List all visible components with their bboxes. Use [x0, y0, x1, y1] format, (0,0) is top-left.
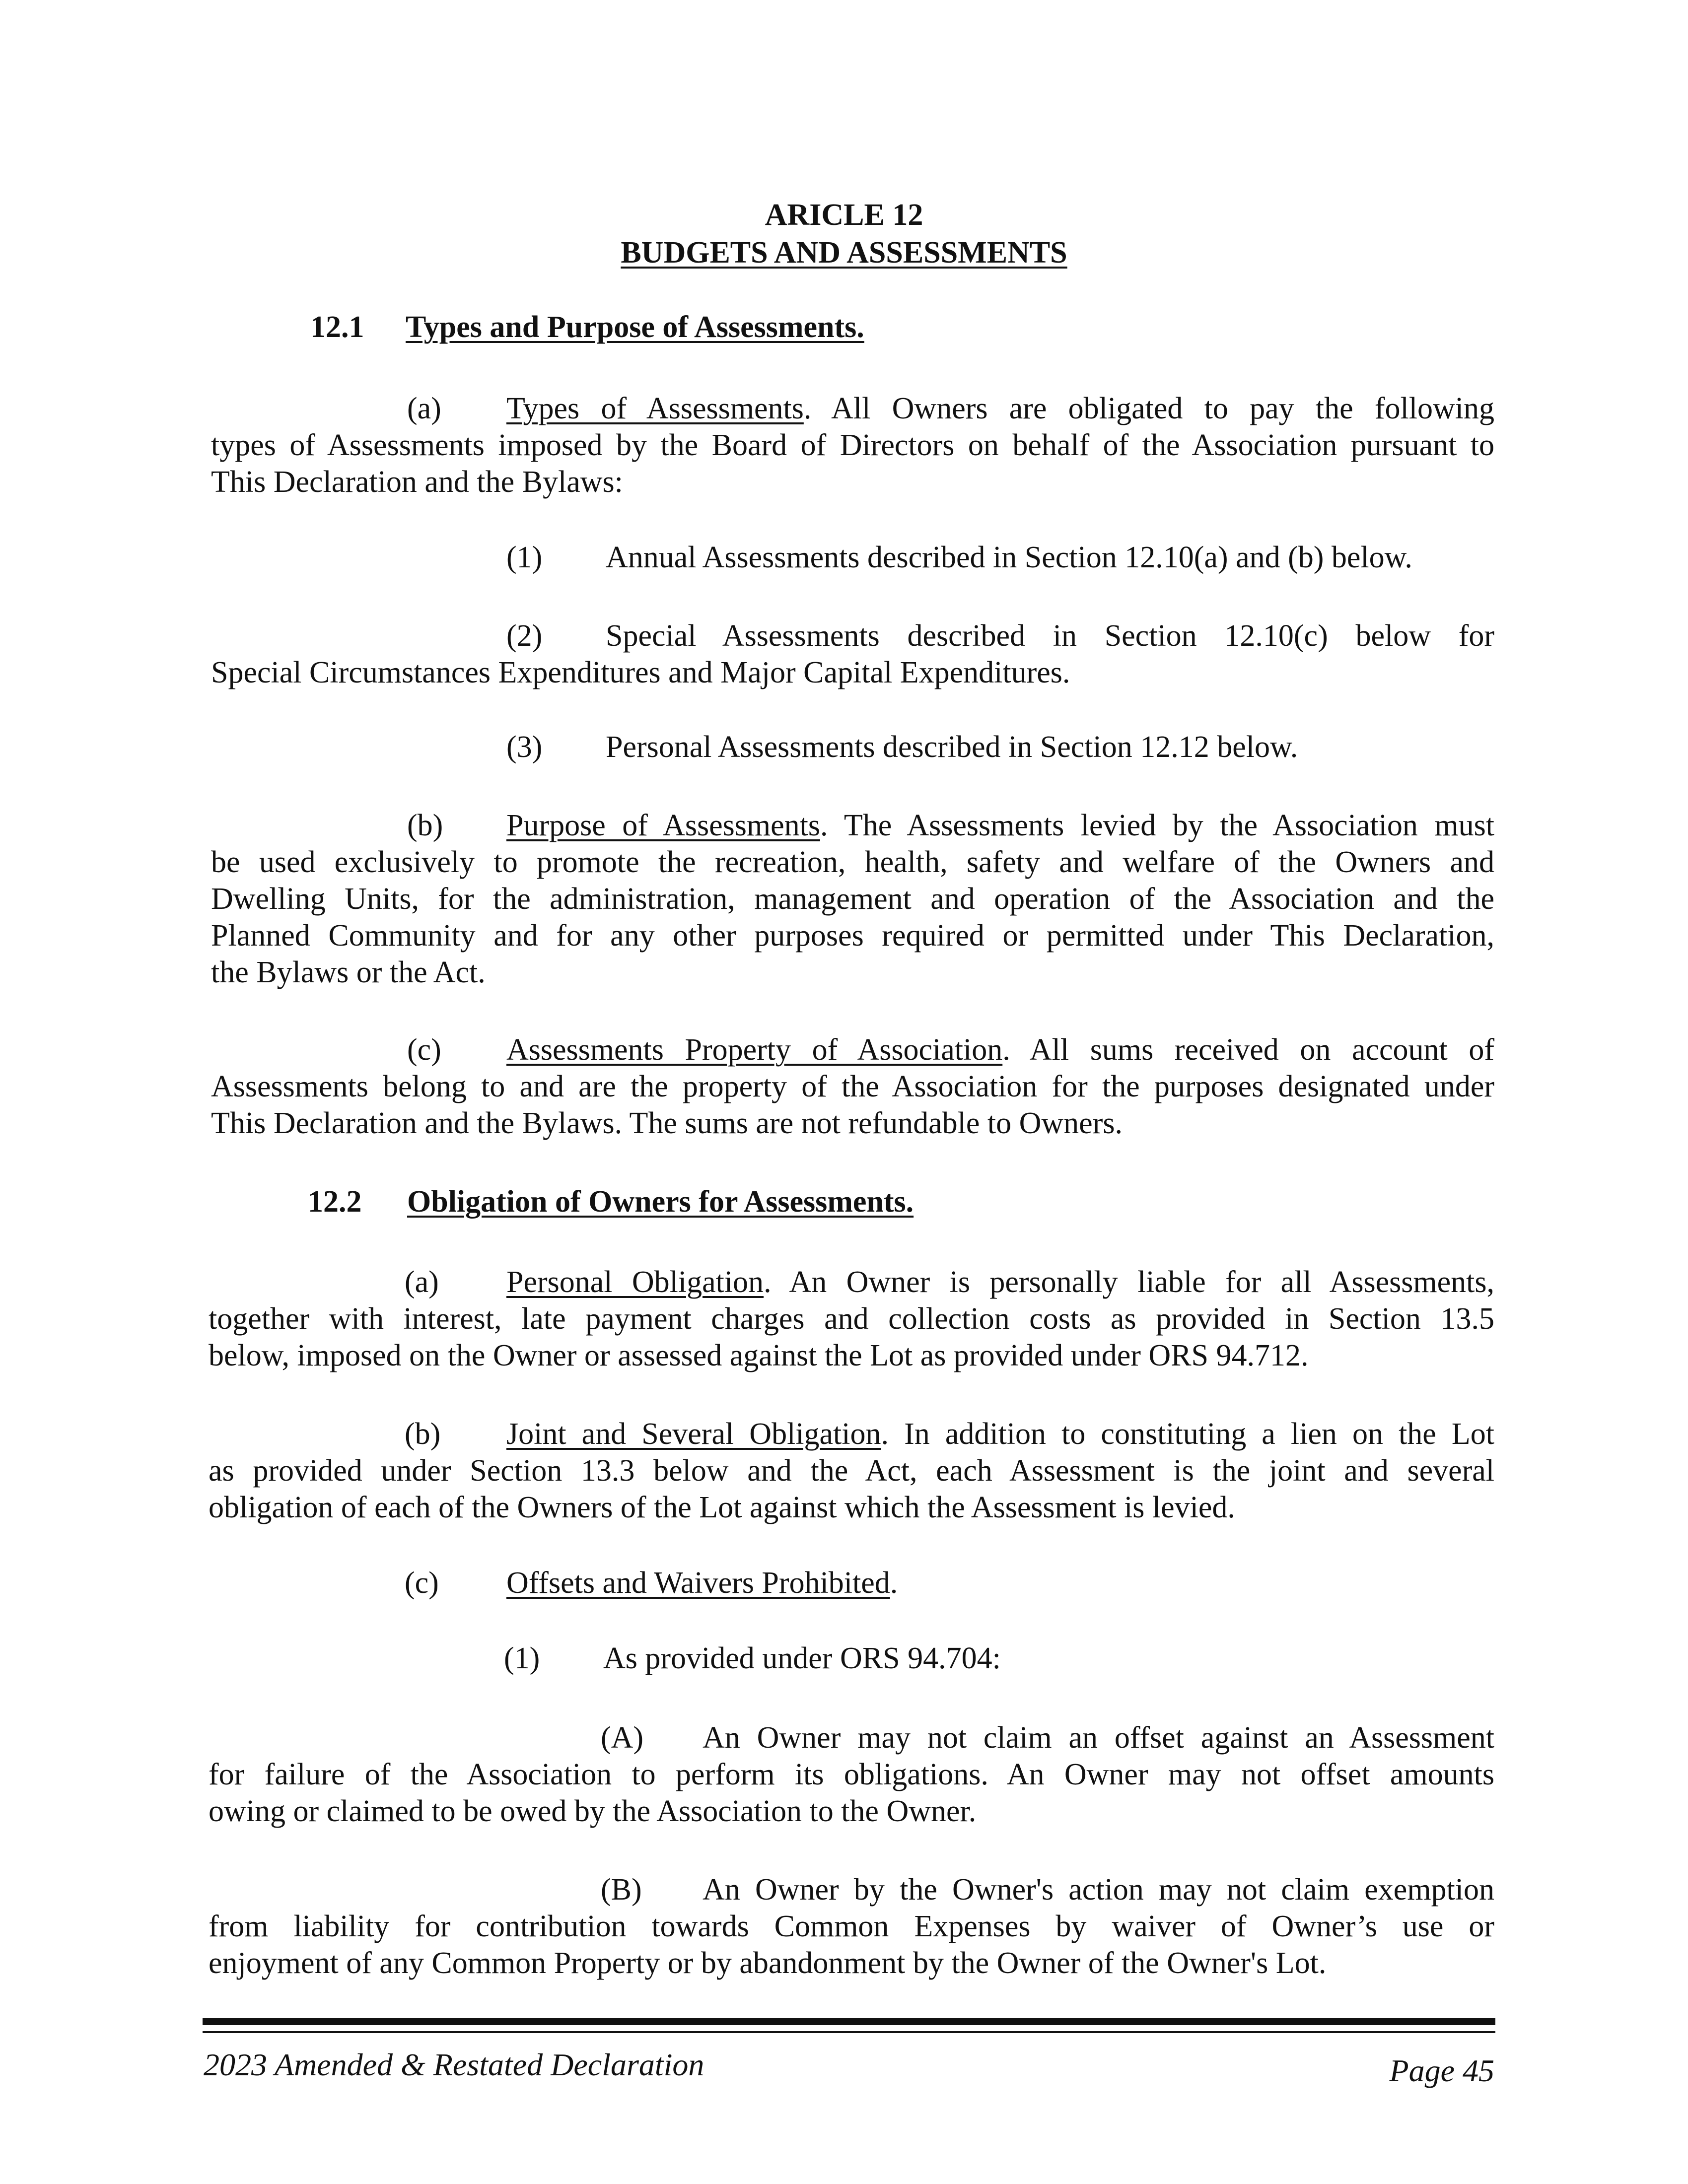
article-title-text: BUDGETS AND ASSESSMENTS — [621, 236, 1067, 270]
footer-rule-thin — [203, 2031, 1495, 2033]
subsection-title: Joint and Several Obligation — [506, 1417, 881, 1451]
item-12-1-a-2-line-1 — [506, 617, 1494, 654]
item-marker: (a) — [405, 1265, 439, 1299]
para-12-2-b-line-3: obligation of each of the Owners of the Lot against which the Assessment is levied. — [209, 1491, 1235, 1524]
item-marker: (b) — [407, 809, 443, 842]
item-12-1-a-3 — [506, 729, 1298, 765]
item-marker: (c) — [407, 1033, 441, 1067]
footer-title: 2023 Amended & Restated Declaration — [204, 2047, 704, 2082]
item-12-2-c-1 — [504, 1640, 1001, 1677]
para-text: . — [890, 1566, 898, 1600]
item-marker: (A) — [601, 1721, 644, 1755]
para-12-2-a-line-2: together with interest, late payment charges and collection costs as provided in Section 13.5 — [209, 1302, 1494, 1336]
para-12-2-a-line-3: below, imposed on the Owner or assessed against the Lot as provided under ORS 94.712. — [209, 1339, 1309, 1372]
item-12-2-c-1-B-line-3: enjoyment of any Common Property or by abandonment by the Owner of the Owner's Lot. — [209, 1946, 1327, 1980]
footer-rule-thick — [203, 2018, 1495, 2025]
item-text: Annual Assessments described in Section 12.10(a) and (b) below. — [606, 541, 1412, 574]
item-12-2-c-1-B-line-1 — [601, 1871, 1494, 1908]
para-12-2-a-line-1 — [405, 1264, 1494, 1300]
article-number: ARICLE 12 — [765, 198, 923, 232]
item-text: Personal Assessments described in Section 12.12 below. — [606, 730, 1298, 764]
section-12-2-heading — [308, 1183, 914, 1220]
subsection-title: Assessments Property of Association — [506, 1033, 1003, 1067]
para-12-2-c — [405, 1565, 898, 1601]
para-12-1-a-line-3: This Declaration and the Bylaws: — [211, 465, 623, 499]
para-text: . In addition to constituting a lien on the Lot — [881, 1417, 1494, 1451]
item-marker: (3) — [506, 730, 543, 764]
item-12-2-c-1-A-line-2: for failure of the Association to perform its obligations. An Owner may not offset amounts — [209, 1758, 1494, 1791]
item-12-2-c-1-A-line-1 — [601, 1719, 1494, 1756]
para-12-2-b-line-2: as provided under Section 13.3 below and the Act, each Assessment is the joint and several — [209, 1454, 1494, 1488]
subsection-title: Offsets and Waivers Prohibited — [506, 1566, 890, 1600]
item-12-2-c-1-A-line-3: owing or claimed to be owed by the Association to the Owner. — [209, 1794, 977, 1828]
para-12-1-b-line-1 — [407, 807, 1494, 844]
item-marker: (a) — [407, 392, 441, 425]
para-12-2-b-line-1 — [405, 1416, 1494, 1452]
para-text: . The Assessments levied by the Association must — [820, 809, 1494, 842]
page-number: Page 45 — [1389, 2053, 1494, 2088]
para-12-1-b-line-2: be used exclusively to promote the recreation, health, safety and welfare of the Owners and — [211, 845, 1494, 879]
item-marker: (2) — [506, 619, 543, 653]
item-marker: (B) — [601, 1873, 642, 1907]
para-text: . All sums received on account of — [1002, 1033, 1494, 1067]
section-number: 12.1 — [310, 310, 364, 344]
para-text: . All Owners are obligated to pay the following — [803, 392, 1494, 425]
item-text: An Owner by the Owner's action may not claim exemption — [703, 1873, 1494, 1907]
section-12-1-heading — [310, 309, 864, 345]
item-marker: (c) — [405, 1566, 439, 1600]
subsection-title: Purpose of Assessments — [506, 809, 820, 842]
subsection-title: Types of Assessments — [506, 392, 804, 425]
para-12-1-c-line-2: Assessments belong to and are the property of the Association for the purposes designated under — [211, 1070, 1494, 1103]
article-title — [546, 234, 1142, 271]
para-12-1-b-line-5: the Bylaws or the Act. — [211, 956, 486, 989]
section-number: 12.2 — [308, 1185, 362, 1219]
item-marker: (1) — [506, 541, 543, 574]
item-text: An Owner may not claim an offset against an Assessment — [703, 1721, 1494, 1755]
item-12-1-a-1 — [506, 539, 1412, 576]
section-title: Types and Purpose of Assessments. — [406, 310, 864, 344]
para-12-1-a-line-2: types of Assessments imposed by the Board of Directors on behalf of the Association pursuant to — [211, 428, 1494, 462]
para-12-1-a-line-1 — [407, 390, 1494, 427]
item-marker: (1) — [504, 1641, 540, 1675]
item-12-1-a-2-line-2: Special Circumstances Expenditures and Major Capital Expenditures. — [211, 656, 1070, 689]
item-marker: (b) — [405, 1417, 441, 1451]
para-12-1-b-line-4: Planned Community and for any other purposes required or permitted under This Declaration, — [211, 919, 1494, 953]
para-12-1-c-line-1 — [407, 1031, 1494, 1068]
item-text: Special Assessments described in Section 12.10(c) below for — [606, 619, 1494, 653]
para-12-1-c-line-3: This Declaration and the Bylaws. The sums are not refundable to Owners. — [211, 1106, 1123, 1140]
item-text: As provided under ORS 94.704: — [603, 1641, 1001, 1675]
subsection-title: Personal Obligation — [506, 1265, 764, 1299]
item-12-2-c-1-B-line-2: from liability for contribution towards Common Expenses by waiver of Owner’s use or — [209, 1910, 1494, 1943]
para-12-1-b-line-3: Dwelling Units, for the administration, management and operation of the Association and the — [211, 882, 1494, 916]
section-title: Obligation of Owners for Assessments. — [407, 1185, 914, 1219]
para-text: . An Owner is personally liable for all Assessments, — [764, 1265, 1494, 1299]
